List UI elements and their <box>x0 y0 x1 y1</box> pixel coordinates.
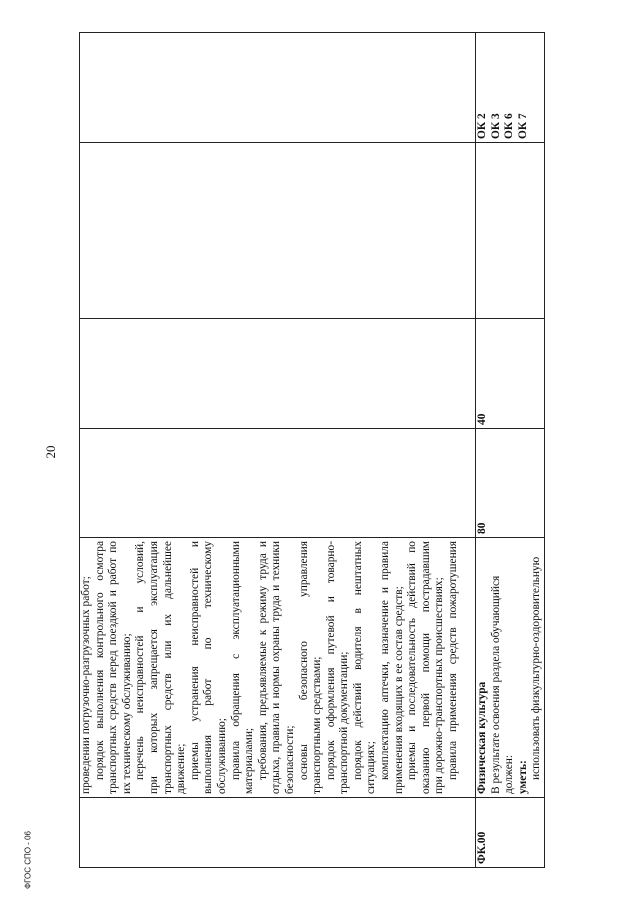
text-line: перечень неисправностей и условий, <box>134 541 147 780</box>
text-line: правила применения средств пожаротушения <box>447 541 460 780</box>
row1-index-cell <box>80 143 476 319</box>
text-line: их техническому обслуживанию; <box>120 633 133 794</box>
competency-code: ОК 3 <box>489 113 502 139</box>
text-line: транспортных средств перед поездкой и работ по <box>107 541 120 794</box>
text-line: правила обращения с эксплуатационными <box>229 541 242 780</box>
text-line: транспортных средств или их дальнейшее <box>161 541 174 794</box>
text-line: при дорожно-транспортных происшествиях; <box>433 577 446 794</box>
row2-index-cell <box>476 143 545 319</box>
text-line: движение; <box>175 743 188 794</box>
table-row <box>80 33 476 868</box>
row2-description-cell <box>476 538 545 798</box>
row1-code-cell <box>80 798 476 868</box>
row2-mandatory-hours-cell: 40 <box>476 319 545 429</box>
text-line: оказанию первой помощи пострадавшим <box>419 541 432 794</box>
row1-max-load-cell <box>80 429 476 538</box>
competency-code: ОК 6 <box>503 113 516 139</box>
row2-competencies-cell <box>476 33 545 143</box>
text-line: применения входящих в ее состав средств; <box>392 586 405 794</box>
rotated-table-container <box>79 33 543 868</box>
competency-code: ОК 7 <box>516 113 529 139</box>
text-line: приемы устранения неисправностей и <box>188 541 201 780</box>
text-line: порядок действий водителя в нештатных <box>351 541 364 780</box>
text-line: транспортной документации; <box>338 651 351 794</box>
text-line: Физическая культура <box>476 681 488 794</box>
text-line: комплектацию аптечки, назначение и правила <box>379 541 392 780</box>
row1-description-cell <box>80 538 476 798</box>
footer-code: ФГОС СПО - 06 <box>23 831 33 889</box>
text-line: ситуациях; <box>365 741 378 794</box>
text-line: выполнения работ по техническому <box>202 541 215 794</box>
text-line: требования, предъявляемые к режиму труда и <box>256 541 269 780</box>
text-line: использовать физкультурно-оздоровительную <box>530 556 543 780</box>
page-number: 20 <box>43 445 58 459</box>
text-line: безопасности; <box>283 725 296 794</box>
curriculum-table <box>79 32 545 868</box>
text-line: основы безопасного управления <box>297 541 310 780</box>
row2-max-load-cell: 80 <box>476 429 545 538</box>
row1-mandatory-hours-cell <box>80 319 476 429</box>
table-row <box>476 33 545 868</box>
text-line: должен: <box>503 754 516 794</box>
text-line: отдыха, правила и нормы охраны труда и техники <box>270 541 283 794</box>
text-line: при которых запрещается эксплуатация <box>147 541 160 794</box>
row1-competencies-cell <box>80 33 476 143</box>
text-line: В результате освоения раздела обучающийся <box>489 575 502 794</box>
competency-code: ОК 2 <box>476 113 488 139</box>
row2-code-cell: ФК.00 <box>476 798 545 868</box>
text-line: материалами; <box>243 727 256 794</box>
text-line: порядок оформления путевой и товарно- <box>324 541 337 780</box>
text-line: порядок выполнения контрольного осмотра <box>93 541 106 780</box>
text-line: обслуживанию; <box>215 718 228 794</box>
text-line: транспортными средствами; <box>311 656 324 794</box>
text-line: проведении погрузочно-разгрузочных работ; <box>80 576 92 794</box>
text-line: уметь: <box>516 760 529 794</box>
text-line: приемы и последовательность действий по <box>406 541 419 780</box>
